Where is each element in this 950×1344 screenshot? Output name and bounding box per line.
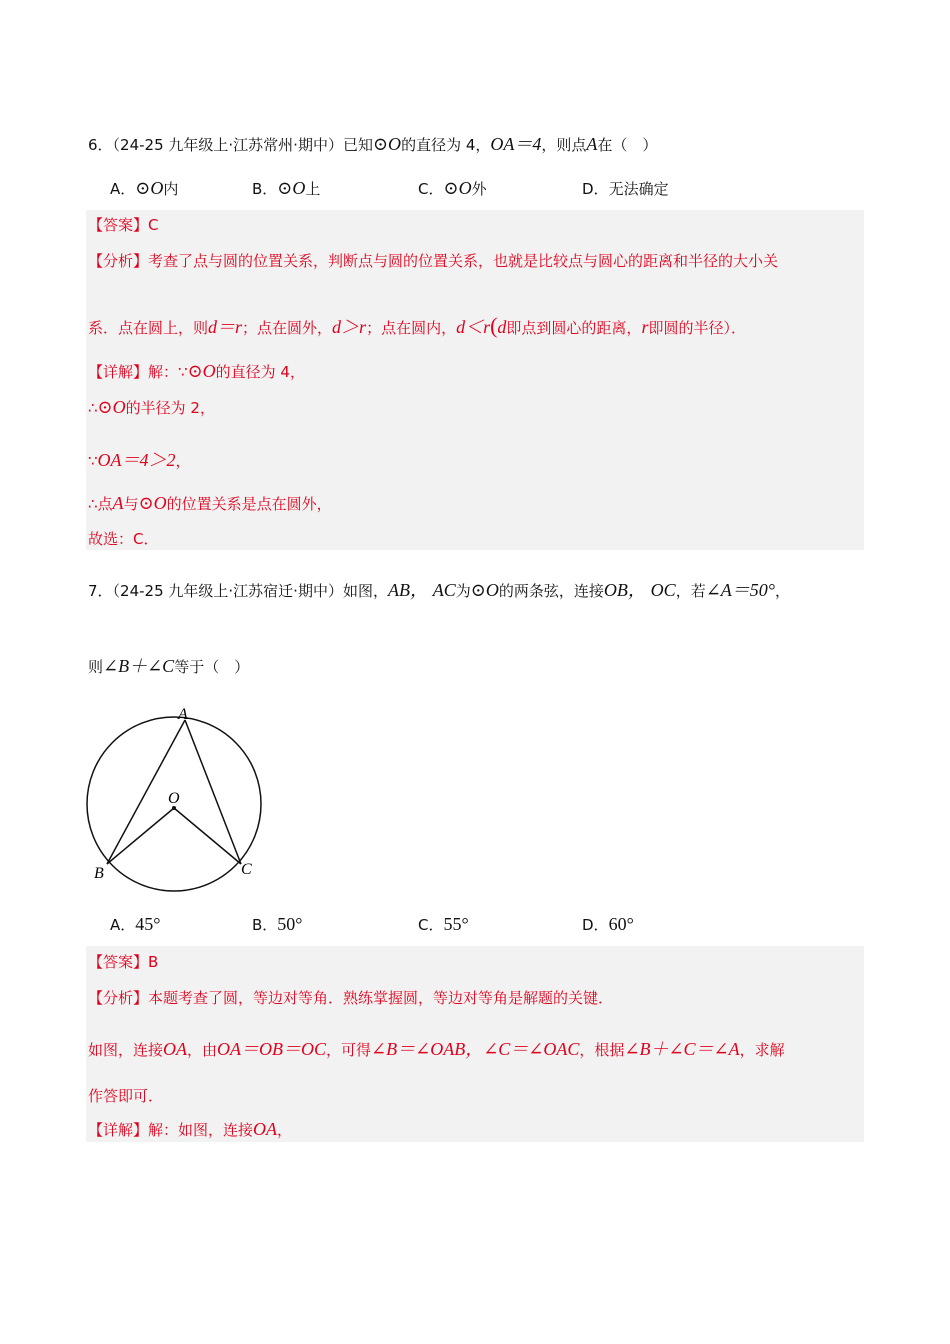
q7-detail-line1: 【详解】解：如图，连接OA， xyxy=(88,1119,293,1139)
q6-option-b: B．⊙O上 xyxy=(252,178,321,198)
chord-ac xyxy=(185,720,241,864)
q6-detail-line5: 故选：C． xyxy=(88,530,159,548)
label-o: O xyxy=(168,790,180,807)
q6-stem: 6．（24-25 九年级上·江苏常州·期中）已知⊙O的直径为 4，OA＝4，则点A在（ ） xyxy=(88,134,658,154)
q7-option-d: D．60° xyxy=(582,914,634,934)
q7-source: （24-25 九年级上·江苏宿迁·期中） xyxy=(112,582,343,600)
q6-detail-line1: 【详解】解：∵⊙O的直径为 4， xyxy=(88,361,305,381)
q6-source: （24-25 九年级上·江苏常州·期中） xyxy=(112,136,343,154)
q6-option-a: A．⊙O内 xyxy=(110,178,179,198)
q7-option-c: C．55° xyxy=(418,914,469,934)
q6-analysis-line2: 系．点在圆上，则d＝r；点在圆外，d＞r；点在圆内，d＜r(d即点到圆心的距离，r即圆的半径）． xyxy=(88,313,746,338)
q6-detail-line4: ∴点A与⊙O的位置关系是点在圆外， xyxy=(88,493,332,513)
q7-analysis-line3: 作答即可． xyxy=(88,1087,164,1105)
q7-stem-line1: 7．（24-25 九年级上·江苏宿迁·期中）如图，AB， AC为⊙O的两条弦，连接OB， OC，若∠A＝50°， xyxy=(88,580,790,600)
q6-option-c: C．⊙O外 xyxy=(418,178,487,198)
q6-option-d: D．无法确定 xyxy=(582,180,669,198)
q7-number: 7． xyxy=(88,582,113,600)
q7-circle-figure xyxy=(80,702,280,892)
q6-detail-line3: ∵OA＝4＞2， xyxy=(88,450,191,470)
label-b: B xyxy=(94,865,104,882)
segment-ob xyxy=(107,808,174,864)
q7-option-a: A．45° xyxy=(110,914,161,934)
label-c: C xyxy=(241,861,252,878)
q7-analysis-line1: 【分析】本题考查了圆，等边对等角．熟练掌握圆，等边对等角是解题的关键． xyxy=(88,989,614,1007)
q6-detail-line2: ∴⊙O的半径为 2， xyxy=(88,397,215,417)
q7-stem-line2: 则∠B＋∠C等于（ ） xyxy=(88,656,250,676)
segment-oc xyxy=(174,808,241,864)
q6-analysis-line1: 【分析】考查了点与圆的位置关系，判断点与圆的位置关系，也就是比较点与圆心的距离和半径的大小关 xyxy=(88,252,779,270)
q7-answer: 【答案】B xyxy=(88,953,159,971)
q7-analysis-line2: 如图，连接OA，由OA＝OB＝OC，可得∠B＝∠OAB，∠C＝∠OAC，根据∠B＋∠C＝∠A，求解 xyxy=(88,1039,785,1059)
q6-number: 6． xyxy=(88,136,113,154)
label-a: A xyxy=(178,706,188,723)
q7-option-b: B．50° xyxy=(252,914,303,934)
q6-answer: 【答案】C xyxy=(88,216,159,234)
